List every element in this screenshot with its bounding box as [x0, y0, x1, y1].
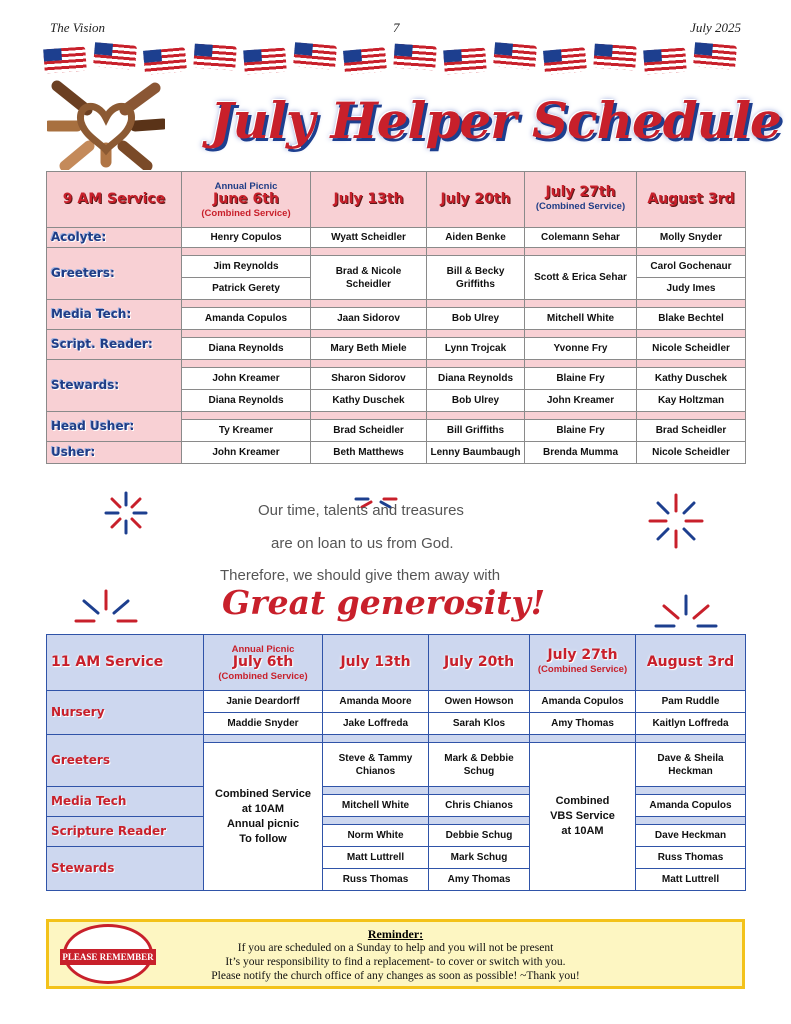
role-label: Scripture Reader — [47, 817, 204, 847]
table-cell: Yvonne Fry — [525, 338, 637, 360]
table-cell: Lenny Baumbaugh — [427, 442, 525, 464]
role-label: Head Usher: — [47, 412, 182, 442]
table-cell: Dave Heckman — [636, 825, 746, 847]
table-cell: Scott & Erica Sehar — [525, 256, 637, 300]
date-header: July 13th — [311, 172, 427, 228]
role-label: Greeters — [47, 735, 204, 787]
table-cell: Debbie Schug — [429, 825, 530, 847]
table-cell: Bob Ulrey — [427, 390, 525, 412]
reminder-title: Reminder: — [367, 927, 424, 941]
table-cell: John Kreamer — [182, 368, 311, 390]
table-cell: Jim Reynolds — [182, 256, 311, 278]
flag-icon — [193, 44, 237, 71]
role-label: Greeters: — [47, 248, 182, 300]
role-label: Usher: — [47, 442, 182, 464]
table-cell: Diana Reynolds — [427, 368, 525, 390]
table-cell: Kay Holtzman — [637, 390, 746, 412]
role-label: Script. Reader: — [47, 330, 182, 360]
table-cell: Nicole Scheidler — [637, 442, 746, 464]
date-header: July 20th — [427, 172, 525, 228]
date-header: Annual Picnic July 6th (Combined Service) — [204, 635, 323, 691]
role-label: Nursery — [47, 691, 204, 735]
combined-vbs-note: Combined VBS Service at 10AM — [530, 743, 636, 891]
role-label: Acolyte: — [47, 228, 182, 248]
flag-icon — [293, 42, 337, 70]
issue-date: July 2025 — [690, 20, 741, 35]
flag-icon — [443, 48, 487, 75]
table-cell: Molly Snyder — [637, 228, 746, 248]
date-header: August 3rd — [636, 635, 746, 691]
reminder-line: Please notify the church office of any changes as soon as possible! ~Thank you! — [211, 970, 580, 982]
table-cell: Amy Thomas — [530, 713, 636, 735]
flag-banner — [44, 42, 744, 78]
table-cell: Jake Loffreda — [323, 713, 429, 735]
table-cell: Beth Matthews — [311, 442, 427, 464]
quote-banner — [46, 491, 745, 633]
service-header: 11 AM Service — [47, 635, 204, 691]
table-cell: Maddie Snyder — [204, 713, 323, 735]
reminder-box — [46, 919, 745, 989]
role-label: Stewards: — [47, 360, 182, 412]
table-cell: John Kreamer — [182, 442, 311, 464]
quote-highlight: Great generosity! — [222, 583, 546, 622]
quote-line: are on loan to us from God. — [271, 535, 454, 552]
role-label: Stewards — [47, 847, 204, 891]
table-cell: John Kreamer — [525, 390, 637, 412]
table-cell: Bob Ulrey — [427, 308, 525, 330]
table-cell: Chris Chianos — [429, 795, 530, 817]
table-cell: Bill Griffiths — [427, 420, 525, 442]
date-header: July 27th (Combined Service) — [530, 635, 636, 691]
table-cell: Mitchell White — [323, 795, 429, 817]
table-cell: Diana Reynolds — [182, 338, 311, 360]
flag-icon — [43, 47, 87, 74]
page-number: 7 — [393, 20, 400, 35]
table-cell: Lynn Trojcak — [427, 338, 525, 360]
table-cell: Carol Gochenaur — [637, 256, 746, 278]
table-cell: Mark & Debbie Schug — [429, 743, 530, 787]
table-cell: Henry Copulos — [182, 228, 311, 248]
table-cell: Brad & Nicole Scheidler — [311, 256, 427, 300]
table-cell: Mark Schug — [429, 847, 530, 869]
flag-icon — [693, 42, 737, 70]
table-cell: Blaine Fry — [525, 368, 637, 390]
table-cell: Kaitlyn Loffreda — [636, 713, 746, 735]
quote-line: Therefore, we should give them away with — [220, 567, 501, 584]
table-cell: Blake Bechtel — [637, 308, 746, 330]
table-cell: Amy Thomas — [429, 869, 530, 891]
table-cell: Patrick Gerety — [182, 278, 311, 300]
table-cell: Brad Scheidler — [311, 420, 427, 442]
flag-icon — [643, 48, 687, 75]
table-cell: Russ Thomas — [636, 847, 746, 869]
table-cell: Dave & Sheila Heckman — [636, 743, 746, 787]
table-cell: Matt Luttrell — [636, 869, 746, 891]
reminder-line: It’s your responsibility to find a replacement- to cover or switch with you. — [225, 956, 566, 968]
table-cell: Sarah Klos — [429, 713, 530, 735]
table-cell: Judy Imes — [637, 278, 746, 300]
table-cell: Steve & Tammy Chianos — [323, 743, 429, 787]
date-header: July 27th (Combined Service) — [525, 172, 637, 228]
table-cell: Aiden Benke — [427, 228, 525, 248]
table-cell: Amanda Copulos — [636, 795, 746, 817]
role-label: Media Tech: — [47, 300, 182, 330]
service-header: 9 AM Service — [47, 172, 182, 228]
table-cell: Amanda Copulos — [182, 308, 311, 330]
table-cell: Kathy Duschek — [637, 368, 746, 390]
table-cell: Diana Reynolds — [182, 390, 311, 412]
combined-service-note: Combined Service at 10AM Annual picnic To follow — [204, 743, 323, 891]
role-label: Media Tech — [47, 787, 204, 817]
newsletter-name: The Vision — [50, 20, 106, 35]
page-title: July Helper Schedule — [210, 91, 781, 150]
table-cell: Jaan Sidorov — [311, 308, 427, 330]
table-cell: Owen Howson — [429, 691, 530, 713]
date-header: July 20th — [429, 635, 530, 691]
table-cell: Mary Beth Miele — [311, 338, 427, 360]
table-cell: Amanda Moore — [323, 691, 429, 713]
table-cell: Sharon Sidorov — [311, 368, 427, 390]
table-cell: Wyatt Scheidler — [311, 228, 427, 248]
reminder-line: If you are scheduled on a Sunday to help and you will not be present — [237, 942, 554, 954]
table-cell: Russ Thomas — [323, 869, 429, 891]
flag-icon — [343, 47, 387, 75]
please-remember-stamp: PLEASE REMEMBER — [63, 924, 153, 984]
flag-icon — [493, 42, 537, 70]
table-cell: Colemann Sehar — [525, 228, 637, 248]
table-cell: Brenda Mumma — [525, 442, 637, 464]
table-cell: Bill & Becky Griffiths — [427, 256, 525, 300]
page-header — [50, 20, 741, 36]
table-cell: Blaine Fry — [525, 420, 637, 442]
table-cell: Norm White — [323, 825, 429, 847]
flag-icon — [543, 47, 587, 75]
table-cell: Kathy Duschek — [311, 390, 427, 412]
table-cell: Pam Ruddle — [636, 691, 746, 713]
quote-line: Our time, talents and treasures — [258, 502, 464, 519]
flag-icon — [143, 47, 187, 75]
table-cell: Amanda Copulos — [530, 691, 636, 713]
table-cell: Nicole Scheidler — [637, 338, 746, 360]
date-header: Annual Picnic June 6th (Combined Service) — [182, 172, 311, 228]
table-cell: Janie Deardorff — [204, 691, 323, 713]
schedule-table-9am — [46, 171, 746, 464]
table-cell: Matt Luttrell — [323, 847, 429, 869]
flag-icon — [93, 42, 137, 70]
table-cell: Mitchell White — [525, 308, 637, 330]
flag-icon — [243, 48, 287, 75]
schedule-table-11am — [46, 634, 746, 891]
date-header: July 13th — [323, 635, 429, 691]
flag-icon — [393, 44, 437, 71]
heart-hands-image — [47, 78, 165, 170]
table-cell: Brad Scheidler — [637, 420, 746, 442]
flag-icon — [593, 44, 637, 71]
table-cell: Ty Kreamer — [182, 420, 311, 442]
date-header: August 3rd — [637, 172, 746, 228]
